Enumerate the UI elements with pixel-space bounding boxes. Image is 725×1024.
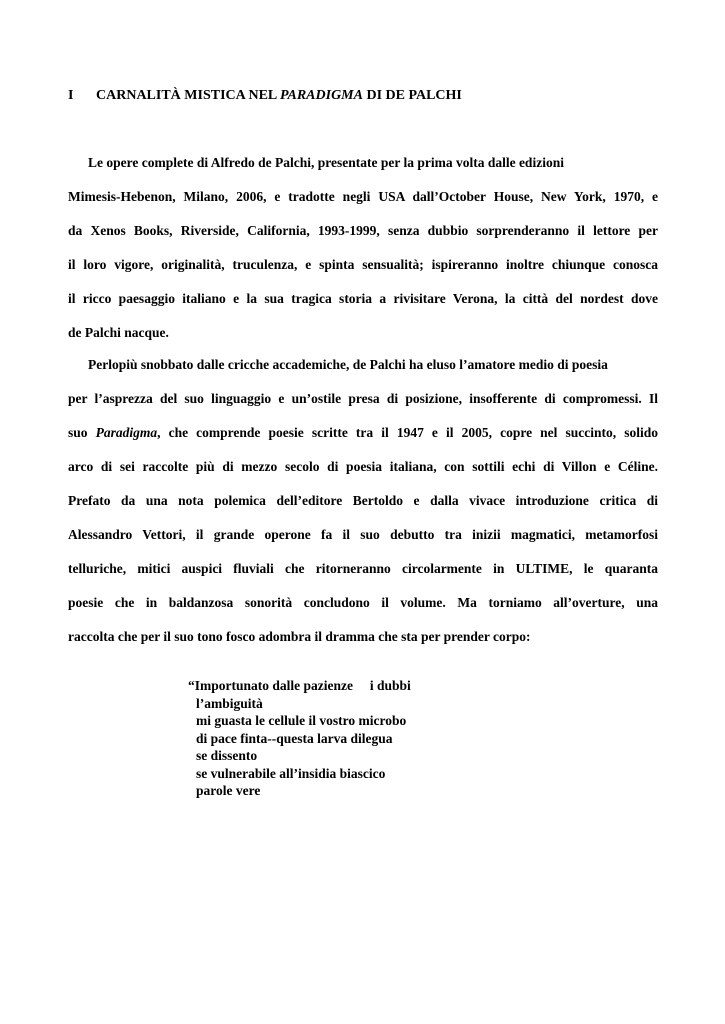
paragraph-line: raccolta che per il suo tono fosco adombra il dramma che sta per prender corpo: — [68, 629, 531, 644]
paragraph-text: , che comprende poesie scritte tra il 1947 e il 2005, copre nel succinto, solido — [157, 425, 658, 440]
paragraph-line — [68, 423, 658, 457]
paragraph-text: suo — [68, 425, 96, 440]
poem-quote — [188, 677, 411, 800]
section-heading — [68, 88, 462, 104]
poem-line: se dissento — [196, 748, 258, 763]
section-title-prefix: CARNALITÀ MISTICA NEL — [96, 88, 280, 103]
poem-line: l’ambiguità — [196, 695, 263, 711]
poem-line: se vulnerabile all’insidia biascico — [196, 765, 386, 781]
poem-line: mi guasta le cellule il vostro microbo — [196, 713, 407, 728]
section-title-italic: PARADIGMA — [279, 88, 363, 103]
paragraph-line: per l’asprezza del suo linguaggio e un’ostile presa di posizione, insofferente di compromessi. Il — [68, 391, 658, 406]
poem-line: di pace finta--questa larva dilegua — [196, 730, 393, 746]
paragraph-2 — [68, 355, 658, 661]
paragraph-line: de Palchi nacque. — [68, 325, 169, 340]
paragraph-line: il loro vigore, originalità, truculenza, e spinta sensualità; ispireranno inoltre chiunque conosca — [68, 257, 658, 272]
paragraph-line: telluriche, mitici auspici fluviali che ritorneranno circolarmente in ULTIME, le quaranta — [68, 561, 658, 576]
paragraph-line: Le opere complete di Alfredo de Palchi, presentate per la prima volta dalle edizioni — [88, 155, 564, 170]
paragraph-italic-title: Paradigma — [95, 425, 158, 440]
poem-line: parole vere — [196, 783, 261, 798]
paragraph-line: poesie che in baldanzosa sonorità concludono il volume. Ma torniamo all’overture, una — [68, 595, 658, 610]
paragraph-1 — [68, 153, 658, 357]
section-number: I — [68, 88, 74, 103]
section-title-suffix: DI DE PALCHI — [362, 88, 462, 103]
paragraph-line: Prefato da una nota polemica dell’editore Bertoldo e dalla vivace introduzione critica di — [68, 493, 658, 508]
poem-line: “Importunato dalle pazienze i dubbi — [188, 678, 411, 693]
paragraph-line: Mimesis-Hebenon, Milano, 2006, e tradotte negli USA dall’October House, New York, 1970, e — [68, 189, 658, 204]
paragraph-line: il ricco paesaggio italiano e la sua tragica storia a rivisitare Verona, la città del nordest dove — [68, 291, 658, 306]
paragraph-line: arco di sei raccolte più di mezzo secolo di poesia italiana, con sottili echi di Villon e Céline. — [68, 459, 658, 474]
paragraph-line: da Xenos Books, Riverside, California, 1993-1999, senza dubbio sorprenderanno il lettore per — [68, 223, 658, 238]
paragraph-line: Alessandro Vettori, il grande operone fa il suo debutto tra inizii magmatici, metamorfosi — [68, 527, 658, 542]
paragraph-line: Perlopiù snobbato dalle cricche accademiche, de Palchi ha eluso l’amatore medio di poesia — [88, 357, 608, 372]
